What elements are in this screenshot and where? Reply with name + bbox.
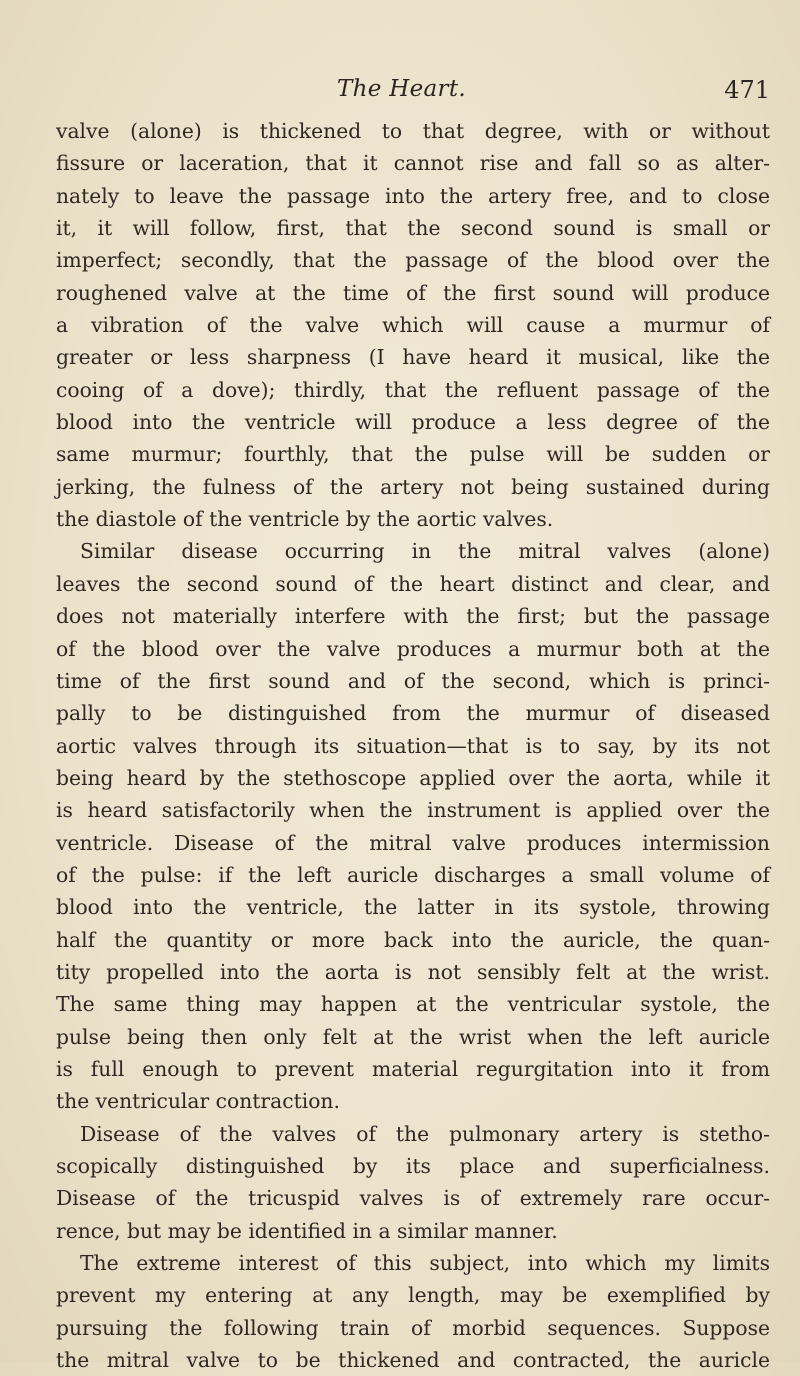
text-line: pursuing the following train of morbid sequences. Suppose (56, 1315, 770, 1340)
page-number: 471 (724, 76, 770, 104)
text-line: the ventricular contraction. (56, 1089, 340, 1114)
text-line: jerking, the fulness of the artery not being sustained during (56, 474, 770, 499)
text-line: prevent my entering at any length, may be exemplified by (56, 1283, 770, 1308)
running-head-title: The Heart. (337, 76, 467, 102)
text-line: Disease of the valves of the pulmonary artery is stetho- (80, 1121, 770, 1146)
text-line: roughened valve at the time of the first sound will produce (56, 280, 770, 305)
text-line: aortic valves through its situation—that is to say, by its not (56, 733, 770, 758)
text-line: it, it will follow, first, that the second sound is small or (56, 216, 770, 241)
text-line: the diastole of the ventricle by the aortic valves. (56, 507, 554, 532)
text-line: pally to be distinguished from the murmur of diseased (56, 701, 770, 726)
text-line: pulse being then only felt at the wrist when the left auricle (56, 1024, 770, 1049)
text-line: the mitral valve to be thickened and contracted, the auricle (56, 1348, 770, 1373)
text-line: valve (alone) is thickened to that degree, with or without (56, 119, 770, 143)
text-line: of the pulse: if the left auricle discharges a small volume of (56, 862, 770, 887)
text-line: The same thing may happen at the ventricular systole, the (56, 992, 770, 1017)
text-line: a vibration of the valve which will cause a murmur of (56, 313, 770, 338)
text-line: does not materially interfere with the first; but the passage (56, 604, 770, 629)
text-line: blood into the ventricle, the latter in its systole, throwing (56, 895, 770, 920)
text-line: of the blood over the valve produces a murmur both at the (56, 636, 770, 661)
text-line: is heard satisfactorily when the instrument is applied over the (56, 798, 770, 823)
text-line: cooing of a dove); thirdly, that the refluent passage of the (56, 377, 770, 402)
text-line: leaves the second sound of the heart distinct and clear, and (56, 571, 770, 596)
text-line: The extreme interest of this subject, into which my limits (80, 1251, 770, 1276)
text-line: Disease of the tricuspid valves is of extremely rare occur- (56, 1186, 770, 1211)
text-line: blood into the ventricle will produce a less degree of the (56, 410, 770, 435)
running-head (60, 76, 770, 110)
text-line: ventricle. Disease of the mitral valve produces intermission (56, 830, 770, 855)
text-line: being heard by the stethoscope applied over the aorta, while it (56, 765, 770, 790)
text-line: fissure or laceration, that it cannot rise and fall so as alter- (56, 151, 770, 176)
text-line: nately to leave the passage into the artery free, and to close (56, 183, 770, 208)
text-line: same murmur; fourthly, that the pulse will be sudden or (56, 442, 770, 467)
text-line: scopically distinguished by its place and superficialness. (56, 1154, 770, 1178)
text-line: Similar disease occurring in the mitral valves (alone) (80, 539, 770, 564)
text-line: tity propelled into the aorta is not sensibly felt at the wrist. (56, 959, 770, 984)
text-line: is full enough to prevent material regurgitation into it from (56, 1056, 770, 1081)
text-line: time of the first sound and of the second, which is princi- (56, 668, 770, 693)
text-line: greater or less sharpness (I have heard it musical, like the (56, 345, 770, 370)
text-line: imperfect; secondly, that the passage of the blood over the (56, 248, 770, 273)
text-line: rence, but may be identified in a similar manner. (56, 1218, 558, 1243)
body-text (56, 115, 770, 1376)
text-line: half the quantity or more back into the auricle, the quan- (56, 927, 770, 952)
